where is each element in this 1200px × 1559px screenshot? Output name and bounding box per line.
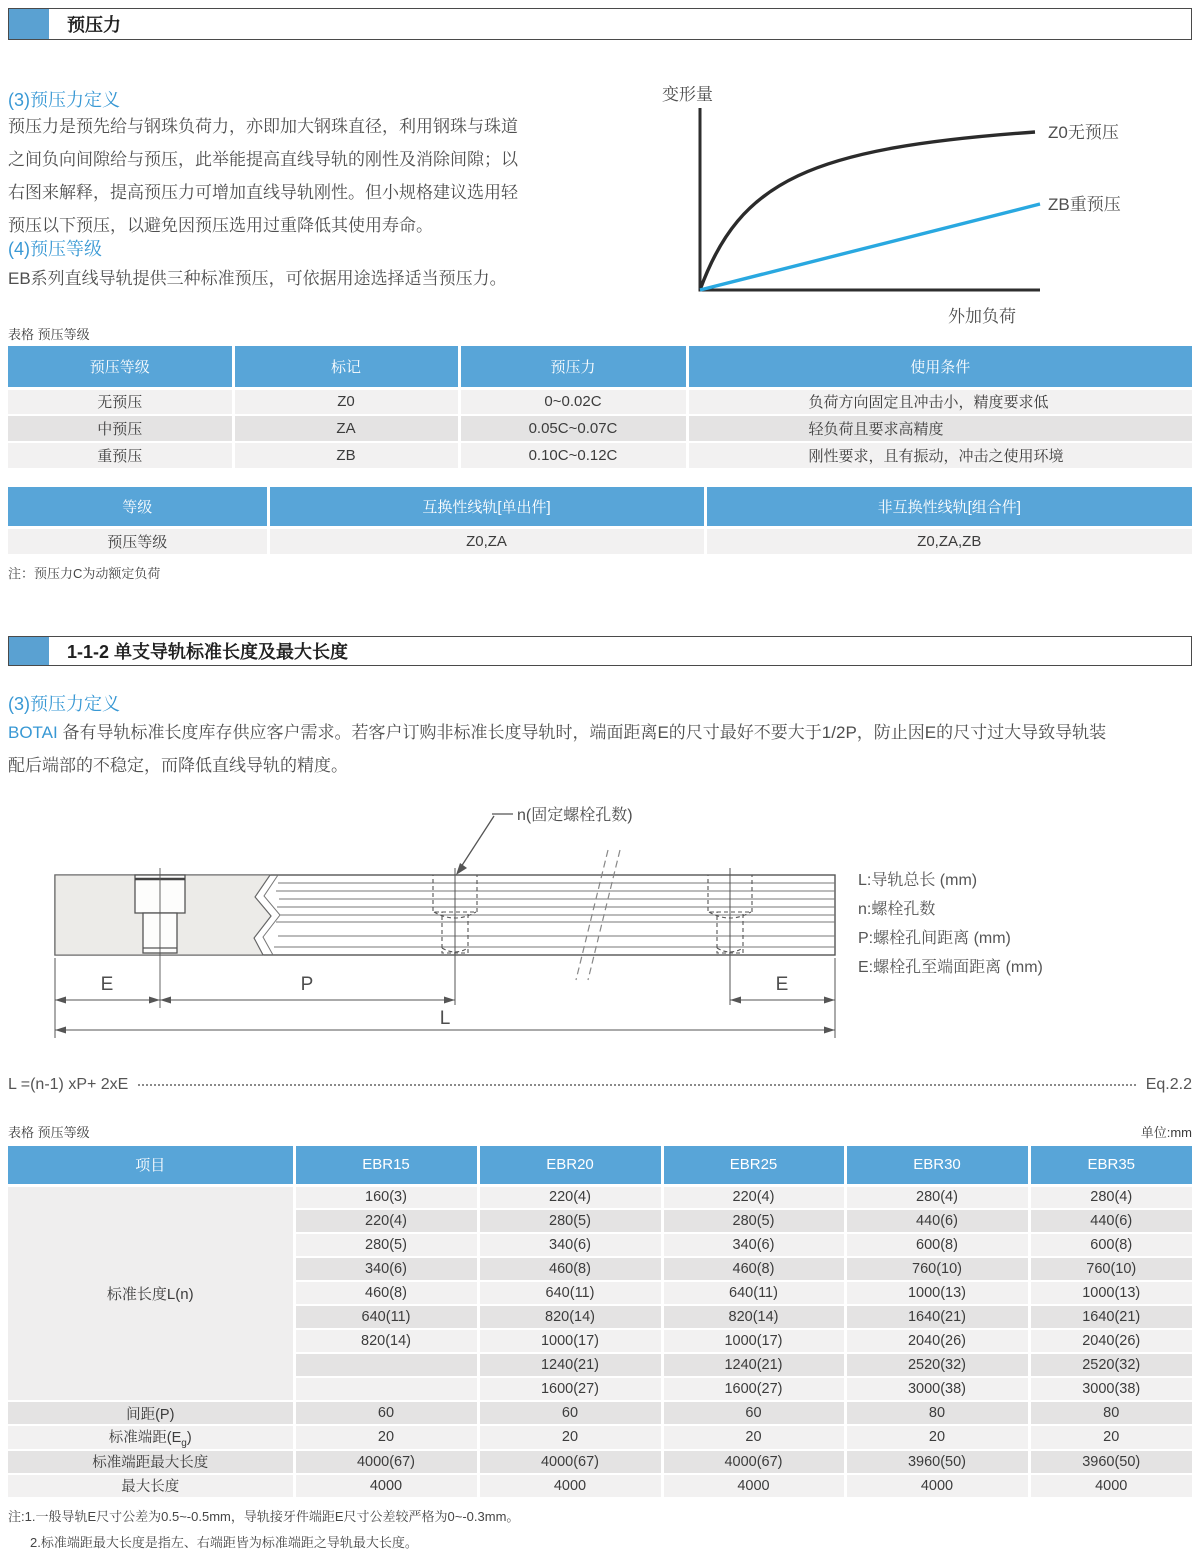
cell: 20 <box>478 1425 662 1450</box>
cell: 80 <box>1029 1401 1192 1425</box>
cell: 3960(50) <box>845 1450 1029 1474</box>
cell: 2520(32) <box>845 1353 1029 1377</box>
std-length-label-cell: 标准长度L(n) <box>8 1185 294 1401</box>
dim-e-right: E <box>775 974 789 995</box>
cell <box>294 1353 478 1377</box>
cell: 20 <box>845 1425 1029 1450</box>
standard-length-table <box>8 1146 1192 1499</box>
column-header: 等级 <box>8 487 268 527</box>
bolt-hole-count-callout <box>456 806 633 875</box>
chart-y-axis-label: 变形量 <box>662 85 713 104</box>
table-row <box>8 1425 1192 1450</box>
preload-definition-heading: (3)预压力定义 <box>8 90 120 110</box>
column-header: 预压力 <box>459 346 687 388</box>
section-title: 预压力 <box>67 15 121 35</box>
interchangeability-table <box>8 487 1192 556</box>
cell: 中预压 <box>8 415 233 442</box>
chart-x-axis-label: 外加负荷 <box>948 307 1016 326</box>
column-header: 非互换性线轨[组合件] <box>705 487 1192 527</box>
table3-unit: 单位:mm <box>1140 1125 1192 1140</box>
table2-note: 注：预压力C为动额定负荷 <box>8 566 161 581</box>
cell: 重预压 <box>8 442 233 469</box>
chart-curve-z0 <box>700 132 1035 290</box>
cell: 3000(38) <box>1029 1377 1192 1401</box>
cell: 4000(67) <box>478 1450 662 1474</box>
cell: 4000 <box>845 1474 1029 1498</box>
cell: 60 <box>478 1401 662 1425</box>
cell: 820(14) <box>478 1305 662 1329</box>
table-row <box>8 415 1192 442</box>
paragraph-line: 预压力是预先给与钢珠负荷力，亦即加大钢珠直径，利用钢珠与珠道 <box>8 117 518 136</box>
cell: 4000(67) <box>662 1450 845 1474</box>
cell: 60 <box>662 1401 845 1425</box>
column-header: EBR35 <box>1029 1146 1192 1185</box>
paragraph-line: 配后端部的不稳定，而降低直线导轨的精度。 <box>8 756 348 775</box>
bolt-hole-section <box>135 868 185 1008</box>
length-section-heading: (3)预压力定义 <box>8 694 120 714</box>
column-header: 互换性线轨[单出件] <box>268 487 705 527</box>
length-section-paragraph <box>8 716 1192 782</box>
cell: 440(6) <box>845 1209 1029 1233</box>
column-header: EBR20 <box>478 1146 662 1185</box>
note-line: 注:1.一般导轨E尺寸公差为0.5~-0.5mm，导轨接牙件端距E尺寸公差较严格为0~-0.3mm。 <box>8 1509 520 1524</box>
cell: 3000(38) <box>845 1377 1029 1401</box>
cell: 220(4) <box>478 1185 662 1209</box>
paragraph-line: 预压以下预压，以避免因预压选用过重降低其使用寿命。 <box>8 216 433 235</box>
svg-text:n(固定螺栓孔数): n(固定螺栓孔数) <box>517 807 633 824</box>
cell: 640(11) <box>478 1281 662 1305</box>
diagram-legend <box>858 866 1043 982</box>
dim-l: L <box>439 1008 451 1029</box>
cell: 340(6) <box>294 1257 478 1281</box>
cell: 600(8) <box>1029 1233 1192 1257</box>
legend-item: n:螺栓孔数 <box>858 901 936 918</box>
row-label: 标准端距$(E_g)$ <box>8 1425 294 1450</box>
table3-notes <box>8 1504 519 1556</box>
preload-grade-table <box>8 346 1192 470</box>
rail-dimension-diagram <box>30 790 860 1060</box>
brand-text: BOTAI <box>8 723 58 742</box>
section-marker <box>9 637 49 665</box>
cell: 4000 <box>662 1474 845 1498</box>
cell: 刚性要求，且有振动，冲击之使用环境 <box>687 442 1192 469</box>
cell: 轻负荷且要求高精度 <box>687 415 1192 442</box>
paragraph-line: 之间负向间隙给与预压，此举能提高直线导轨的刚性及消除间隙；以 <box>8 150 518 169</box>
cell: 340(6) <box>662 1233 845 1257</box>
cell: 280(5) <box>294 1233 478 1257</box>
preload-definition-paragraph <box>8 110 648 242</box>
cell: 340(6) <box>478 1233 662 1257</box>
dim-e-left: E <box>100 974 114 995</box>
table-row <box>8 1474 1192 1498</box>
column-header: 标记 <box>233 346 459 388</box>
row-label: 间距(P) <box>8 1401 294 1425</box>
cell: 460(8) <box>478 1257 662 1281</box>
cell: 1000(13) <box>845 1281 1029 1305</box>
cell: 20 <box>294 1425 478 1450</box>
cell: 2040(26) <box>845 1329 1029 1353</box>
cell: 0.05C~0.07C <box>459 415 687 442</box>
formula-expression: L =(n-1) xP+ 2xE <box>8 1076 129 1093</box>
row-label: 最大长度 <box>8 1474 294 1498</box>
cell: 280(4) <box>845 1185 1029 1209</box>
column-header: EBR15 <box>294 1146 478 1185</box>
cell: 280(5) <box>662 1209 845 1233</box>
cell: 820(14) <box>662 1305 845 1329</box>
cell: 无预压 <box>8 388 233 415</box>
row-label: 标准端距最大长度 <box>8 1450 294 1474</box>
cell: 1600(27) <box>662 1377 845 1401</box>
cell: ZB <box>233 442 459 469</box>
cell: 460(8) <box>294 1281 478 1305</box>
cell: 4000 <box>478 1474 662 1498</box>
table-row <box>8 388 1192 415</box>
cell: 80 <box>845 1401 1029 1425</box>
cell: 760(10) <box>1029 1257 1192 1281</box>
cell: 280(5) <box>478 1209 662 1233</box>
legend-item: E:螺栓孔至端面距离 (mm) <box>858 959 1043 976</box>
cell: 1640(21) <box>1029 1305 1192 1329</box>
cell: 220(4) <box>662 1185 845 1209</box>
section-title: 1-1-2 单支导轨标准长度及最大长度 <box>67 642 349 662</box>
table1-caption: 表格 预压等级 <box>8 327 90 342</box>
table-row <box>8 1401 1192 1425</box>
paragraph-line: 右图来解释，提高预压力可增加直线导轨刚性。但小规格建议选用轻 <box>8 183 518 202</box>
cell: 1000(17) <box>478 1329 662 1353</box>
cell: Z0 <box>233 388 459 415</box>
cell: 60 <box>294 1401 478 1425</box>
cell: 2040(26) <box>1029 1329 1192 1353</box>
cell: 3960(50) <box>1029 1450 1192 1474</box>
rail-profile-lines <box>274 883 835 947</box>
cell: 1240(21) <box>478 1353 662 1377</box>
cell: ZA <box>233 415 459 442</box>
cell: 600(8) <box>845 1233 1029 1257</box>
section-header-preload <box>8 8 1192 40</box>
cell: 760(10) <box>845 1257 1029 1281</box>
preload-grade-paragraph: EB系列直线导轨提供三种标准预压，可依据用途选择适当预压力。 <box>8 269 507 288</box>
cell: 220(4) <box>294 1209 478 1233</box>
table3-caption: 表格 预压等级 <box>8 1125 90 1140</box>
length-formula-row <box>8 1076 1192 1094</box>
cell: 1240(21) <box>662 1353 845 1377</box>
table-row <box>8 527 1192 555</box>
dotted-leader <box>138 1084 1135 1086</box>
note-line: 2.标准端距最大长度是指左、右端距皆为标准端距之导轨最大长度。 <box>30 1535 418 1550</box>
cell: 460(8) <box>662 1257 845 1281</box>
cell: 1000(13) <box>1029 1281 1192 1305</box>
cell: Z0,ZA <box>268 527 705 555</box>
paragraph-text: 备有导轨标准长度库存供应客户需求。若客户订购非标准长度导轨时，端面距离E的尺寸最好不要大于1/2P，防止因E的尺寸过大导致导轨装 <box>57 723 1107 742</box>
column-header: EBR30 <box>845 1146 1029 1185</box>
cell: 4000 <box>294 1474 478 1498</box>
table3-caption-row <box>8 1122 1192 1141</box>
cell: 640(11) <box>294 1305 478 1329</box>
cell: 20 <box>1029 1425 1192 1450</box>
cell: 4000(67) <box>294 1450 478 1474</box>
preload-grade-heading: (4)预压等级 <box>8 239 102 259</box>
column-header: 项目 <box>8 1146 294 1185</box>
cell: 440(6) <box>1029 1209 1192 1233</box>
dim-p: P <box>300 974 314 995</box>
legend-item: L:导轨总长 (mm) <box>858 872 978 889</box>
section-header-lengths <box>8 636 1192 666</box>
column-header: 预压等级 <box>8 346 233 388</box>
cell: 640(11) <box>662 1281 845 1305</box>
column-header: 使用条件 <box>687 346 1192 388</box>
table-row <box>8 442 1192 469</box>
cell: 负荷方向固定且冲击小，精度要求低 <box>687 388 1192 415</box>
cell: 0.10C~0.12C <box>459 442 687 469</box>
cell <box>294 1377 478 1401</box>
table-row <box>8 1450 1192 1474</box>
legend-item: P:螺栓孔间距离 (mm) <box>858 930 1011 947</box>
formula-number: Eq.2.2 <box>1145 1076 1192 1093</box>
cell: 820(14) <box>294 1329 478 1353</box>
deformation-load-chart <box>640 70 1200 330</box>
cell: 2520(32) <box>1029 1353 1192 1377</box>
cell: 20 <box>662 1425 845 1450</box>
cell: 280(4) <box>1029 1185 1192 1209</box>
section-marker <box>9 9 49 39</box>
cell: 1000(17) <box>662 1329 845 1353</box>
cell: 0~0.02C <box>459 388 687 415</box>
cell: 4000 <box>1029 1474 1192 1498</box>
cell: 160(3) <box>294 1185 478 1209</box>
cell: Z0,ZA,ZB <box>705 527 1192 555</box>
cell: 预压等级 <box>8 527 268 555</box>
cell: 1640(21) <box>845 1305 1029 1329</box>
paragraph-line <box>8 716 1192 749</box>
cell: 1600(27) <box>478 1377 662 1401</box>
column-header: EBR25 <box>662 1146 845 1185</box>
chart-series-label-z0: Z0无预压 <box>1048 123 1119 142</box>
chart-series-label-zb: ZB重预压 <box>1048 195 1121 214</box>
chart-line-zb <box>700 204 1040 290</box>
table-row <box>8 1185 1192 1209</box>
